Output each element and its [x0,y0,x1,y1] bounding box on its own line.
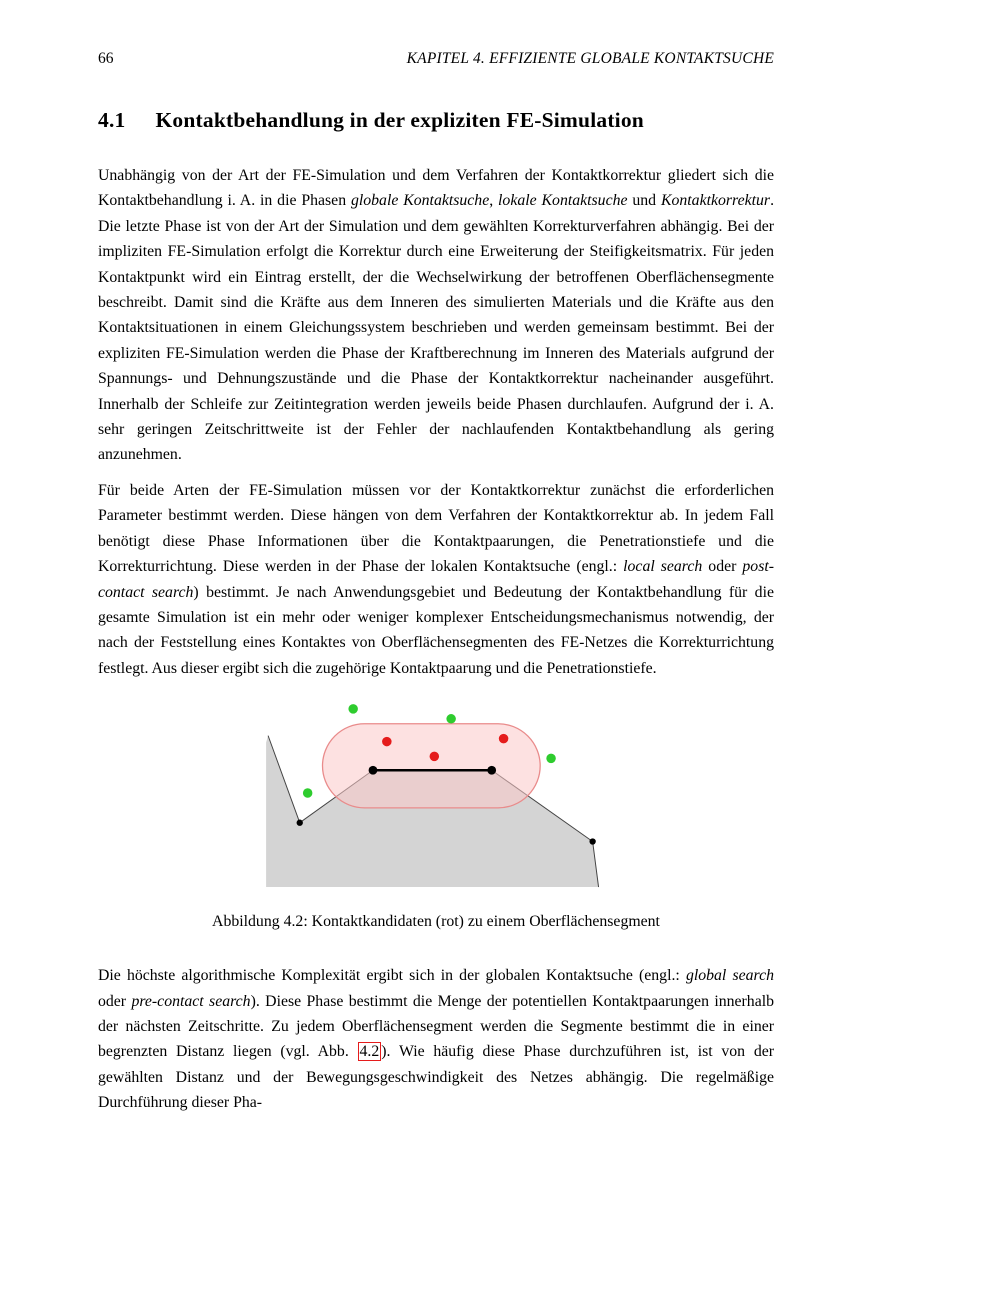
text-run: Unabhängig von der Art der FE-Simulation und dem Verfahren der Kontaktkorrektur gliedert sich die Kontaktbehandlung i. A. in die Phasen [98,167,774,210]
contact-candidate-node [499,734,508,743]
text-run: ). Wie häufig diese Phase durchzuführen ist, ist von der gewählten Distanz und der Bewegungsgeschwindigkeit des Netzes abhängig. Die regelmäßige Durchführung dieser Pha- [98,1043,774,1112]
text-run: Die höchste algorithmische Komplexität ergibt sich in der globalen Kontaktsuche (engl.: [98,967,686,985]
text-run: oder [702,558,743,576]
contact-search-diagram [266,701,662,889]
segment-node [369,766,378,775]
text-column [98,0,774,1116]
emphasized-text: post-contact search [98,558,774,601]
paragraph [98,478,774,681]
text-run: , [489,192,499,210]
non-candidate-node [303,788,312,797]
text-run: . Die letzte Phase ist von der Art der Simulation und dem gewählten Korrekturverfahren abhängig. Bei der impliziten FE-Simulation erfolgt die Korrektur durch eine Erweiterung der Steifigkeitsmatrix. Für jeden Kontaktpunkt wird ein Eintrag erstellt, der die Wechselwirkung der betroffenen Oberflächensegmente beschreibt. Damit sind die Kräfte aus dem Inneren des simulierten Materials und die Kräfte aus den Kontaktsituationen in einem Gleichungssystem beschrieben und werden gemeinsam bestimmt. Bei der expliziten FE-Simulation werden die Phase der Kraftberechnung im Inneren des Materials aufgrund der Spannungs- und Dehnungszustände und die Phase der Kontaktkorrektur nacheinander ausgeführt. Innerhalb der Schleife zur Zeitintegration werden jeweils beide Phasen durchlaufen. Aufgrund der i. A. sehr geringen Zeitschrittweite ist der Fehler der nachlaufenden Kontaktbehandlung als gering anzunehmen. [98,192,775,464]
text-run: ). Diese Phase bestimmt die Menge der potentiellen Kontaktpaarungen innerhalb der nächsten Zeitschritte. Zu jedem Oberflächensegment werden die Segmente bestimmt die in einer begrenzten Distanz liegen (vgl. Abb. [98,992,774,1061]
page-number: 66 [98,50,114,67]
figure-caption: Abbildung 4.2: Kontaktkandidaten (rot) zu einem Oberflächensegment [212,913,660,931]
non-candidate-node [546,754,555,763]
text-run: ) bestimmt. Je nach Anwendungsgebiet und Bedeutung der Kontaktbehandlung für die gesamte Simulation ist ein mehr oder weniger komplexer Entscheidungsmechanismus notwendig, der nach der Feststellung eines Kontaktes von Oberflächensegmenten des FE-Netzes die Korrekturrichtung festlegt. Aus dieser ergibt sich die zugehörige Kontaktpaarung und die Penetrationstiefe. [98,583,774,677]
section-title: Kontaktbehandlung in der expliziten FE-Simulation [155,108,644,132]
paragraph [98,163,774,468]
contact-candidate-node [382,737,391,746]
emphasized-text: Kontaktkorrektur [660,192,771,210]
mesh-node [589,838,595,844]
chapter-running-title: KAPITEL 4. EFFIZIENTE GLOBALE KONTAKTSUCHE [406,50,774,67]
non-candidate-node [446,714,455,723]
contact-candidate-node [430,752,439,761]
text-run: oder [98,992,132,1010]
non-candidate-node [348,704,357,713]
figure-reference-link[interactable]: 4.2 [359,1043,380,1061]
text-run: Für beide Arten der FE-Simulation müssen vor der Kontaktkorrektur zunächst die erforderlichen Parameter bestimmt werden. Diese hängen von dem Verfahren der Kontaktkorrektur ab. In jedem Fall benötigt diese Phase Informationen über die Kontaktpaarungen, die Penetrationstiefe und die Korrekturrichtung. Diese werden in der Phase der lokalen Kontaktsuche (engl.: [98,481,774,576]
body-text-before-figure [98,163,774,681]
page-header [98,0,774,68]
emphasized-text: lokale Kontaktsuche [498,192,628,210]
emphasized-text: global search [685,967,774,985]
mesh-node [297,820,303,826]
body-text-after-figure [98,963,774,1115]
section-number: 4.1 [98,108,126,132]
section-heading [98,108,774,133]
text-run: und [627,192,661,210]
emphasized-text: pre-contact search [131,992,251,1010]
paragraph [98,963,774,1115]
emphasized-text: local search [623,558,703,576]
segment-node [487,766,496,775]
emphasized-text: globale Kontaktsuche [350,192,490,210]
figure-4-2 [98,701,774,931]
